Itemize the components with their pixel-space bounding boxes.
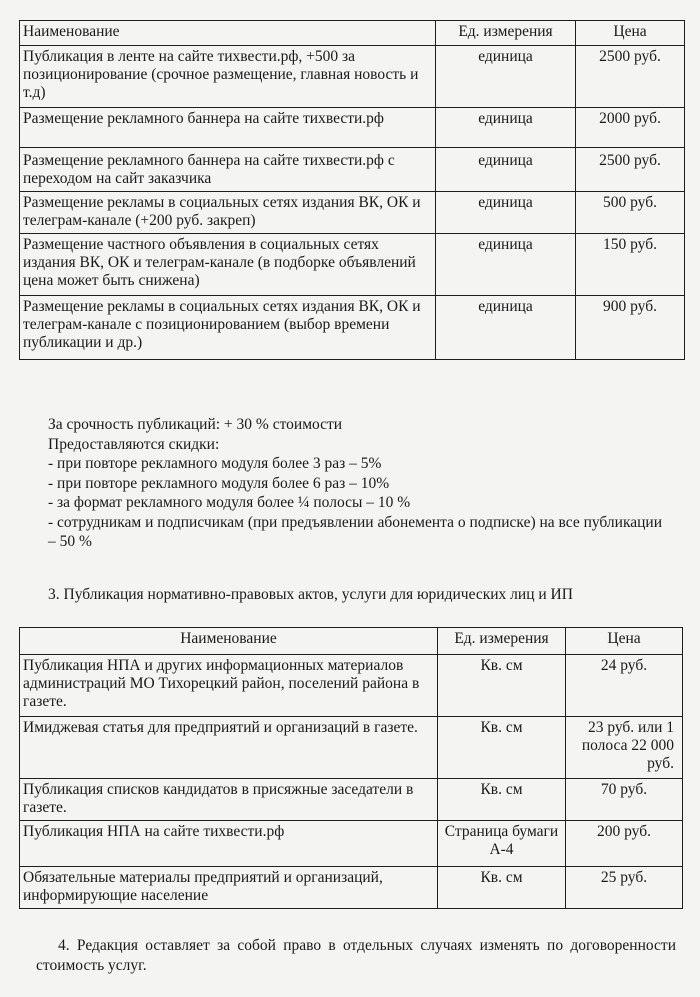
header-unit: Ед. измерения — [438, 628, 566, 655]
row-name: Публикация НПА на сайте тихвести.рф — [20, 821, 438, 867]
table-row — [20, 717, 683, 779]
row-unit: единица — [436, 148, 576, 192]
row-unit: Кв. см — [438, 779, 566, 821]
row-unit: единица — [436, 108, 576, 148]
table-row — [20, 867, 683, 909]
table-row — [20, 234, 685, 296]
urgency-note: За срочность публикаций: + 30 % стоимости — [48, 416, 343, 433]
discount-item: - при повторе рекламного модуля более 6 раз – 10% — [48, 474, 390, 492]
price-table-online — [19, 20, 685, 360]
table-row — [20, 148, 685, 192]
row-price: 2500 руб. — [576, 148, 685, 192]
row-unit: единица — [436, 192, 576, 234]
row-name: Публикация списков кандидатов в присяжные заседатели в газете. — [20, 779, 438, 821]
row-price: 200 руб. — [566, 821, 683, 867]
header-unit: Ед. измерения — [436, 21, 576, 46]
row-name: Публикация НПА и других информационных материалов администраций МО Тихорецкий район, поселений района в газете. — [20, 655, 438, 717]
row-name: Размещение рекламы в социальных сетях издания ВК, ОК и телеграм-канале (+200 руб. закреп) — [20, 192, 436, 234]
row-name: Размещение рекламного баннера на сайте тихвести.рф — [20, 108, 436, 148]
row-name: Размещение рекламного баннера на сайте тихвести.рф с переходом на сайт заказчика — [20, 148, 436, 192]
table-header-row — [20, 21, 685, 46]
section-4-text: 4. Редакция оставляет за собой право в отдельных случаях изменять по договоренности стоимость услуг. — [36, 937, 676, 974]
discount-item: - при повторе рекламного модуля более 3 раз – 5% — [48, 455, 382, 472]
row-price: 500 руб. — [576, 192, 685, 234]
header-name: Наименование — [20, 21, 436, 46]
header-price: Цена — [576, 21, 685, 46]
row-price: 24 руб. — [566, 655, 683, 717]
row-name: Размещение частного объявления в социальных сетях издания ВК, ОК и телеграм-канале (в подборке объявлений цена может быть снижена) — [20, 234, 436, 296]
row-price: 2000 руб. — [576, 108, 685, 148]
row-unit: Страница бумаги А-4 — [438, 821, 566, 867]
price-table-legal — [19, 627, 683, 909]
row-unit: единица — [436, 46, 576, 108]
row-name: Размещение рекламы в социальных сетях издания ВК, ОК и телеграм-канале с позиционированием (выбор времени публикации и др.) — [20, 296, 436, 360]
discount-item: - сотрудникам и подписчикам (при предъявлении абонемента о подписке) на все публикации – 50 % — [48, 513, 663, 550]
discount-item: - за формат рекламного модуля более ¼ полосы – 10 % — [48, 494, 411, 511]
table-header-row — [20, 628, 683, 655]
row-name: Публикация в ленте на сайте тихвести.рф, +500 за позиционирование (срочное размещение, главная новость и т.д) — [20, 46, 436, 108]
row-name: Обязательные материалы предприятий и организаций, информирующие население — [20, 867, 438, 909]
header-name: Наименование — [20, 628, 438, 655]
row-unit: Кв. см — [438, 655, 566, 717]
row-unit: единица — [436, 296, 576, 360]
row-price: 23 руб. или 1 полоса 22 000 руб. — [566, 717, 683, 779]
row-price: 150 руб. — [576, 234, 685, 296]
row-unit: единица — [436, 234, 576, 296]
table-row — [20, 192, 685, 234]
table-row — [20, 46, 685, 108]
header-price: Цена — [566, 628, 683, 655]
row-price: 70 руб. — [566, 779, 683, 821]
section-3-title: 3. Публикация нормативно-правовых актов, услуги для юридических лиц и ИП — [48, 586, 573, 603]
table-row — [20, 108, 685, 148]
table-row — [20, 296, 685, 360]
row-unit: Кв. см — [438, 717, 566, 779]
table-row — [20, 779, 683, 821]
discounts-title: Предоставляются скидки: — [48, 435, 220, 453]
row-unit: Кв. см — [438, 867, 566, 909]
table-row — [20, 821, 683, 867]
row-price: 900 руб. — [576, 296, 685, 360]
row-name: Имиджевая статья для предприятий и организаций в газете. — [20, 717, 438, 779]
table-row — [20, 655, 683, 717]
row-price: 2500 руб. — [576, 46, 685, 108]
pricing-notes — [48, 415, 668, 552]
row-price: 25 руб. — [566, 867, 683, 909]
